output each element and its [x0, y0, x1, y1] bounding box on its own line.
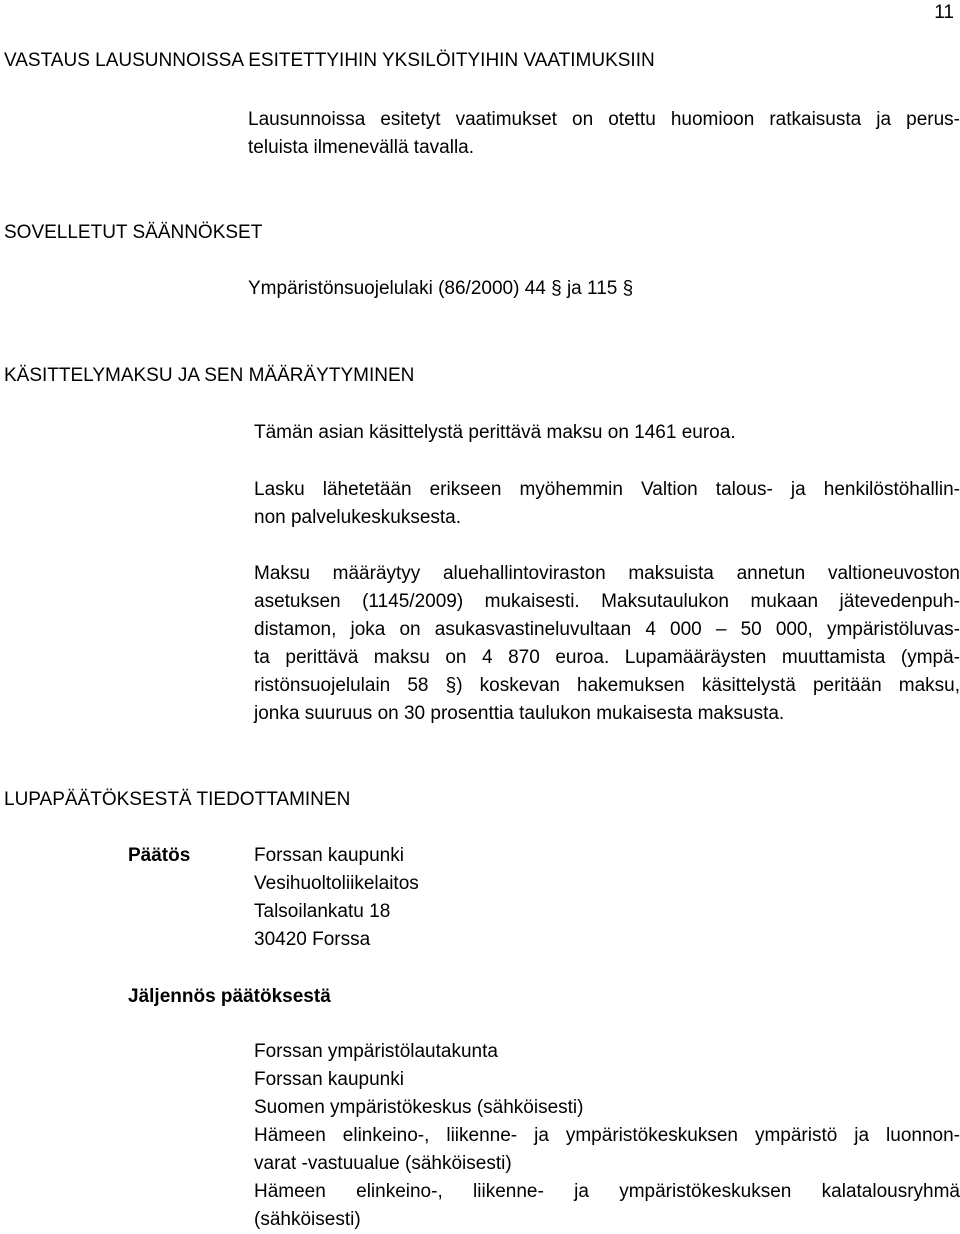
recipient-line: Suomen ympäristökeskus (sähköisesti)	[254, 1097, 584, 1118]
decision-label: Päätös	[128, 845, 191, 866]
recipient-line: varat -vastuualue (sähköisesti)	[254, 1153, 512, 1174]
response-paragraph	[248, 106, 960, 162]
text-line: asetuksen (1145/2009) mukaisesti. Maksutaulukon mukaan jätevedenpuh-	[254, 591, 960, 612]
page-number: 11	[934, 2, 954, 23]
decision-recipient	[254, 842, 960, 954]
text-line: ta perittävä maksu on 4 870 euroa. Lupamääräysten muuttamista (ympä-	[254, 647, 960, 668]
fee-amount-text: Tämän asian käsittelystä perittävä maksu on 1461 euroa.	[254, 422, 736, 443]
address-line: 30420 Forssa	[254, 929, 371, 950]
recipient-line: Hämeen elinkeino-, liikenne- ja ympäristökeskuksen ympäristö ja luonnon-	[254, 1125, 960, 1146]
copy-recipients	[254, 1038, 960, 1234]
text-line: Lausunnoissa esitetyt vaatimukset on otettu huomioon ratkaisusta ja perus-	[248, 109, 960, 130]
regulations-text: Ympäristönsuojelulaki (86/2000) 44 § ja 115 §	[248, 278, 634, 299]
recipient-line: Hämeen elinkeino-, liikenne- ja ympäristökeskuksen kalatalousryhmä	[254, 1181, 960, 1202]
text-line: non palvelukeskuksesta.	[254, 507, 462, 528]
invoice-paragraph	[254, 476, 960, 532]
copy-label: Jäljennös päätöksestä	[128, 986, 331, 1007]
recipient-line: (sähköisesti)	[254, 1209, 361, 1230]
fee-basis-paragraph	[254, 560, 960, 728]
section-heading-response: VASTAUS LAUSUNNOISSA ESITETTYIHIN YKSILÖITYIHIN VAATIMUKSIIN	[4, 50, 655, 71]
section-heading-regulations: SOVELLETUT SÄÄNNÖKSET	[4, 222, 263, 243]
text-line: Lasku lähetetään erikseen myöhemmin Valtion talous- ja henkilöstöhallin-	[254, 479, 960, 500]
text-line: distamon, joka on asukasvastineluvultaan 4 000 – 50 000, ympäristöluvas-	[254, 619, 960, 640]
address-line: Talsoilankatu 18	[254, 901, 391, 922]
text-line: jonka suuruus on 30 prosenttia taulukon mukaisesta maksusta.	[254, 703, 785, 724]
text-line: Maksu määräytyy aluehallintoviraston maksuista annetun valtioneuvoston	[254, 563, 960, 584]
text-line: teluista ilmenevällä tavalla.	[248, 137, 475, 158]
section-heading-fee: KÄSITTELYMAKSU JA SEN MÄÄRÄYTYMINEN	[4, 365, 415, 386]
section-heading-notification: LUPAPÄÄTÖKSESTÄ TIEDOTTAMINEN	[4, 789, 351, 810]
address-line: Forssan kaupunki	[254, 845, 404, 866]
address-line: Vesihuoltoliikelaitos	[254, 873, 419, 894]
recipient-line: Forssan ympäristölautakunta	[254, 1041, 498, 1062]
recipient-line: Forssan kaupunki	[254, 1069, 404, 1090]
text-line: ristönsuojelulain 58 §) koskevan hakemuksen käsittelystä peritään maksu,	[254, 675, 960, 696]
